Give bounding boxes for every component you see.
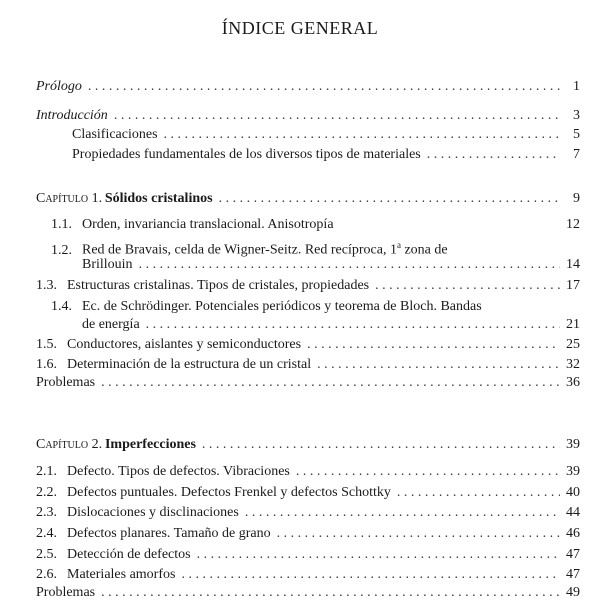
toc-section-1-3[interactable] bbox=[36, 277, 580, 294]
entry-label: Conductores, aislantes y semiconductores bbox=[67, 337, 302, 352]
leader-dots bbox=[375, 277, 560, 294]
toc-entry-propiedades[interactable] bbox=[72, 146, 580, 163]
section-number: 1.4. bbox=[51, 299, 72, 314]
entry-page: 47 bbox=[566, 567, 580, 582]
leader-dots bbox=[317, 356, 560, 373]
toc-section-2-3[interactable] bbox=[36, 504, 580, 521]
entry-page: 9 bbox=[573, 191, 580, 206]
entry-page: 21 bbox=[566, 317, 580, 332]
leader-dots bbox=[181, 566, 560, 583]
chapter-name: Sólidos cristalinos bbox=[104, 191, 213, 206]
toc-entry-prologo[interactable] bbox=[36, 78, 580, 95]
entry-label: Detección de defectos bbox=[67, 547, 191, 562]
entry-label: Determinación de la estructura de un cristal bbox=[67, 357, 312, 372]
section-number: 2.5. bbox=[36, 547, 57, 562]
toc-entry-introduccion[interactable] bbox=[36, 107, 580, 124]
leader-dots bbox=[307, 336, 560, 353]
entry-label: Estructuras cristalinas. Tipos de cristales, propiedades bbox=[67, 278, 370, 293]
toc-section-1-4[interactable] bbox=[36, 298, 580, 315]
leader-dots bbox=[219, 190, 560, 207]
toc-problems-1[interactable] bbox=[36, 374, 580, 391]
leader-dots bbox=[202, 436, 560, 453]
toc-section-1-2-cont[interactable] bbox=[82, 256, 580, 273]
leader-dots bbox=[101, 374, 560, 391]
section-number: 2.6. bbox=[36, 567, 57, 582]
toc-section-1-6[interactable] bbox=[36, 356, 580, 373]
entry-page: 36 bbox=[566, 375, 580, 390]
leader-dots bbox=[164, 126, 560, 143]
page-title: ÍNDICE GENERAL bbox=[221, 18, 379, 38]
entry-label-line1: Red de Bravais, celda de Wigner-Seitz. Red recíproca, 1$^a$ zona de bbox=[82, 240, 448, 258]
leader-dots bbox=[245, 504, 560, 521]
chapter-name: Imperfecciones bbox=[104, 437, 196, 452]
toc-section-1-1[interactable] bbox=[36, 216, 580, 233]
entry-page: 39 bbox=[566, 464, 580, 479]
leader-dots bbox=[277, 525, 560, 542]
section-number: 1.2. bbox=[51, 242, 72, 258]
toc-chapter-2[interactable] bbox=[36, 436, 580, 453]
entry-page: 32 bbox=[566, 357, 580, 372]
toc-section-2-4[interactable] bbox=[36, 525, 580, 542]
toc-section-2-6[interactable] bbox=[36, 566, 580, 583]
toc-problems-2[interactable] bbox=[36, 584, 580, 601]
entry-page: 25 bbox=[566, 337, 580, 352]
section-number: 2.2. bbox=[36, 485, 57, 500]
toc-section-2-1[interactable] bbox=[36, 463, 580, 480]
section-number: 2.1. bbox=[36, 464, 57, 479]
section-number: 1.5. bbox=[36, 337, 57, 352]
entry-page: 49 bbox=[566, 585, 580, 600]
toc-chapter-1[interactable] bbox=[36, 190, 580, 207]
entry-page: 7 bbox=[573, 147, 580, 162]
entry-label: Materiales amorfos bbox=[67, 567, 176, 582]
entry-page: 39 bbox=[566, 437, 580, 452]
entry-label-line2: de energía bbox=[82, 317, 140, 332]
entry-label: Clasificaciones bbox=[72, 127, 158, 142]
leader-dots bbox=[427, 146, 560, 163]
section-number: 2.3. bbox=[36, 505, 57, 520]
leader-dots bbox=[197, 546, 560, 563]
toc-section-2-2[interactable] bbox=[36, 484, 580, 501]
leader-dots bbox=[397, 484, 560, 501]
entry-page: 12 bbox=[566, 217, 580, 232]
entry-page: 14 bbox=[566, 257, 580, 272]
leader-dots bbox=[88, 78, 560, 95]
entry-page: 17 bbox=[566, 278, 580, 293]
entry-page: 3 bbox=[573, 108, 580, 123]
entry-label: Introducción bbox=[36, 108, 108, 123]
entry-label: Problemas bbox=[36, 375, 96, 390]
entry-page: 44 bbox=[566, 505, 580, 520]
section-number: 1.3. bbox=[36, 278, 57, 293]
section-number: 1.6. bbox=[36, 357, 57, 372]
leader-dots bbox=[146, 316, 560, 333]
toc-section-2-5[interactable] bbox=[36, 546, 580, 563]
toc-entry-clasificaciones[interactable] bbox=[72, 126, 580, 143]
entry-page: 47 bbox=[566, 547, 580, 562]
toc-section-1-5[interactable] bbox=[36, 336, 580, 353]
entry-label: Defecto. Tipos de defectos. Vibraciones bbox=[67, 464, 290, 479]
entry-page: 5 bbox=[573, 127, 580, 142]
leader-dots bbox=[114, 107, 560, 124]
leader-dots bbox=[101, 584, 560, 601]
section-number: 1.1. bbox=[51, 217, 72, 232]
entry-label: Defectos planares. Tamaño de grano bbox=[67, 526, 271, 541]
entry-label-line1: Ec. de Schrödinger. Potenciales periódicos y teorema de Bloch. Bandas bbox=[82, 299, 482, 314]
entry-label-line2: Brillouin bbox=[82, 257, 133, 272]
entry-page: 46 bbox=[566, 526, 580, 541]
chapter-prefix: Capítulo 1. bbox=[36, 191, 103, 206]
entry-label: Orden, invariancia translacional. Anisotropía bbox=[82, 217, 334, 232]
entry-label: Problemas bbox=[36, 585, 96, 600]
section-number: 2.4. bbox=[36, 526, 57, 541]
entry-page: 40 bbox=[566, 485, 580, 500]
entry-label: Defectos puntuales. Defectos Frenkel y defectos Schottky bbox=[67, 485, 391, 500]
leader-dots bbox=[296, 463, 560, 480]
entry-page: 1 bbox=[573, 79, 580, 94]
leader-dots bbox=[139, 256, 560, 273]
entry-label: Prólogo bbox=[36, 79, 82, 94]
entry-label: Propiedades fundamentales de los diversos tipos de materiales bbox=[72, 147, 421, 162]
entry-label: Dislocaciones y disclinaciones bbox=[67, 505, 239, 520]
toc-section-1-4-cont[interactable] bbox=[82, 316, 580, 333]
chapter-prefix: Capítulo 2. bbox=[36, 437, 103, 452]
